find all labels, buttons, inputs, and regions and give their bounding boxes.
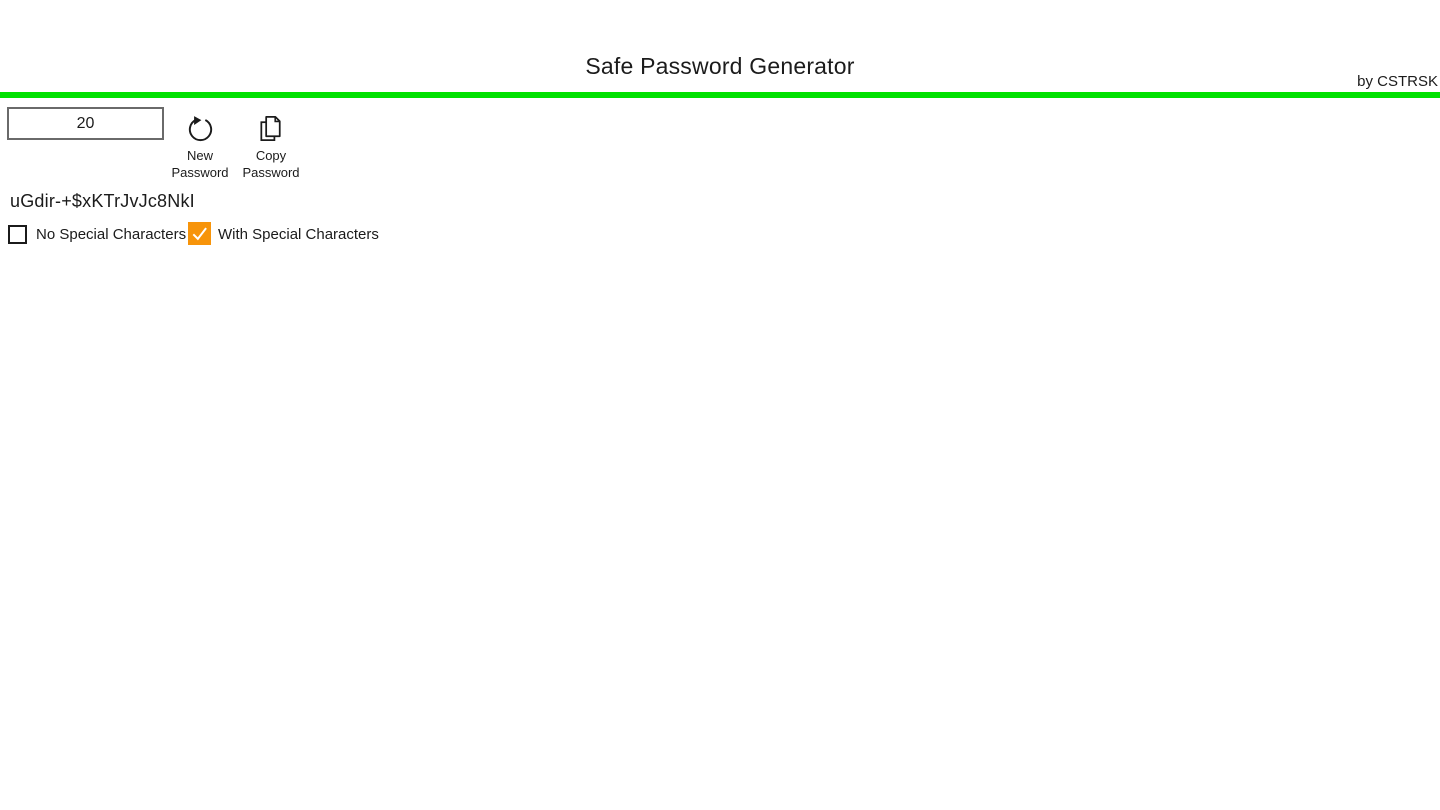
page-title: Safe Password Generator [585, 53, 855, 79]
checkbox-label-no-special-characters[interactable]: No Special Characters [36, 226, 187, 243]
password-length-input[interactable] [7, 107, 164, 140]
checkbox-with-special-characters[interactable] [188, 222, 211, 245]
byline: by CSTRSK [1357, 73, 1438, 90]
checkbox-label-with-special-characters[interactable]: With Special Characters [218, 226, 379, 243]
copy-icon [256, 113, 287, 144]
copy-password-label: Copy Password [242, 148, 300, 180]
copy-password-button[interactable] [235, 113, 307, 181]
checkmark-icon [190, 224, 209, 243]
refresh-icon [185, 113, 216, 144]
new-password-label: New Password [171, 148, 229, 180]
green-divider [0, 92, 1440, 98]
new-password-button[interactable] [164, 113, 236, 181]
checkbox-no-special-characters[interactable] [8, 225, 27, 244]
generated-password-text: uGdir-+$xKTrJvJc8NkI [10, 191, 195, 211]
